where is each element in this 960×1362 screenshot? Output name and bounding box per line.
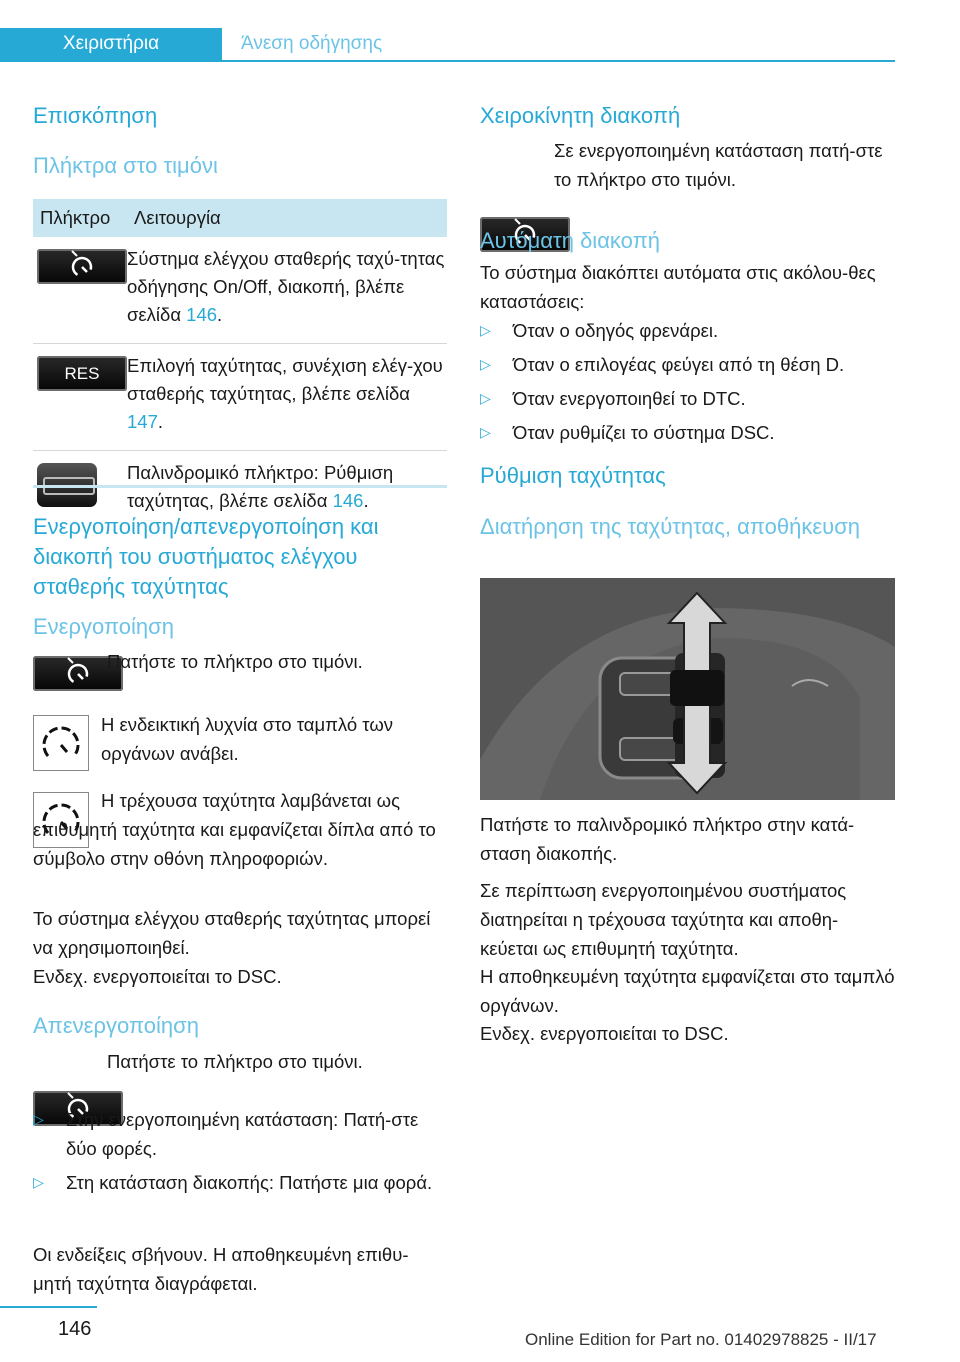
manual-interruption-text: Σε ενεργοποιημένη κατάσταση πατή-στε το πλήκτρο στο τιμόνι. [554,140,883,190]
page-link[interactable]: 146 [186,304,218,325]
page-link[interactable]: 147 [127,411,158,432]
table-row: RES Επιλογή ταχύτητας, συνέχιση ελέγ-χου σταθερής ταχύτητας, βλέπε σελίδα 147. [33,344,447,451]
heading-manual-interruption: Χειροκίνητη διακοπή [480,103,681,128]
dsc-activated-text-right: Ενδεχ. ενεργοποιείται το DSC. [480,1023,729,1044]
page-number: 146 [58,1318,92,1340]
table-header-row [33,199,447,237]
automatic-interruption-text: Το σύστημα διακόπτει αυτόματα στις ακόλου-θες καταστάσεις: [480,262,876,312]
dsc-activated-text: Ενδεχ. ενεργοποιείται το DSC. [33,966,282,987]
table-cell-text: Παλινδρομικό πλήκτρο: Ρύθμιση ταχύτητας, βλέπε σελίδα [127,462,394,511]
triangle-bullet-icon: ▷ [33,1111,44,1127]
col-header-key: Πλήκτρο [33,199,127,237]
footer-divider [0,1306,97,1308]
table-cell-text: Σύστημα ελέγχου σταθερής ταχύ-τητας οδήγησης On/Off, διακοπή, βλέπε σελίδα [127,248,445,325]
triangle-bullet-icon: ▷ [480,390,491,406]
heading-maintain-speed: Διατήρηση της ταχύτητας, αποθήκευση [480,514,861,539]
triangle-bullet-icon: ▷ [480,424,491,440]
current-speed-text: Η τρέχουσα ταχύτητα λαμβάνεται ως επιθυμητή ταχύτητα και εμφανίζεται δίπλα από το σύμβολο στην οθόνη πληροφοριών. [33,790,436,869]
auto-interruption-list [480,316,895,447]
indicators-off-text: Οι ενδείξεις σβήνουν. Η αποθηκευμένη επιθυ-μητή ταχύτητα διαγράφεται. [33,1244,409,1294]
indicator-light-text: Η ενδεικτική λυχνία στο ταμπλό των οργάνων ανάβει. [101,714,394,764]
rocker-press-text: Πατήστε το παλινδρομικό πλήκτρο στην κατά-σταση διακοπής. [480,814,855,864]
list-item: ▷ Στη κατάσταση διακοπής: Πατήστε μια φορά. [33,1168,447,1197]
col-header-function: Λειτουργία [127,199,447,237]
maintain-speed-text: Σε περίπτωση ενεργοποιημένου συστήματος διατηρείται η τρέχουσα ταχύτητα και αποθη-κεύεται ως επιθυμητή ταχύτητα. [480,880,847,959]
heading-automatic-interruption: Αυτόματη διακοπή [480,228,660,253]
heading-deactivation: Απενεργοποίηση [33,1013,199,1038]
header-divider [0,60,895,62]
heading-activation: Ενεργοποίηση [33,614,174,639]
heading-speed-setting: Ρύθμιση ταχύτητας [480,463,666,488]
steering-wheel-rocker-photo [480,578,895,800]
table-bottom-rule [33,485,447,488]
table-row: Παλινδρομικό πλήκτρο: Ρύθμιση ταχύτητας, βλέπε σελίδα 146. [33,451,447,530]
instruction-press-button: Πατήστε το πλήκτρο στο τιμόνι. [107,651,363,672]
system-usable-text: Το σύστημα ελέγχου σταθερής ταχύτητας μπορεί να χρησιμοποιηθεί. [33,908,431,958]
table-row: Σύστημα ελέγχου σταθερής ταχύ-τητας οδήγησης On/Off, διακοπή, βλέπε σελίδα 146. [33,237,447,344]
heading-overview: Επισκόπηση [33,103,158,128]
list-item: ▷ Όταν ο οδηγός φρενάρει. [480,316,895,345]
list-item: ▷ Όταν ο επιλογέας φεύγει από τη θέση D. [480,350,895,379]
deactivation-list [33,1105,447,1197]
page-link[interactable]: 146 [332,490,364,511]
table-cell-text: Επιλογή ταχύτητας, συνέχιση ελέγ-χου σταθερής ταχύτητας, βλέπε σελίδα [127,355,443,404]
triangle-bullet-icon: ▷ [480,322,491,338]
triangle-bullet-icon: ▷ [480,356,491,372]
stored-speed-text: Η αποθηκευμένη ταχύτητα εμφανίζεται στο ταμπλό οργάνων. [480,966,895,1016]
section-tab-controls: Χειριστήρια [0,28,222,60]
heading-activation-deactivation: Ενεργοποίηση/απενεργοποίηση και διακοπή του συστήματος ελέγχου σταθερής ταχύτητας [33,514,379,599]
res-key-label: RES [64,363,100,383]
cruise-control-key-icon [37,249,127,284]
heading-steering-buttons: Πλήκτρα στο τιμόνι [33,153,218,178]
edition-footer: Online Edition for Part no. 01402978825 - II/17 [525,1330,877,1349]
section-tab-driving-comfort: Άνεση οδήγησης [241,33,383,54]
res-key [37,356,127,391]
speedometer-indicator-icon [33,715,89,771]
list-item: ▷ Στην ενεργοποιημένη κατάσταση: Πατή-στε δύο φορές. [33,1105,447,1163]
triangle-bullet-icon: ▷ [33,1174,44,1190]
instruction-press-button-2: Πατήστε το πλήκτρο στο τιμόνι. [107,1051,363,1072]
list-item: ▷ Όταν ενεργοποιηθεί το DTC. [480,384,895,413]
buttons-table [33,199,447,529]
list-item: ▷ Όταν ρυθμίζει το σύστημα DSC. [480,418,895,447]
